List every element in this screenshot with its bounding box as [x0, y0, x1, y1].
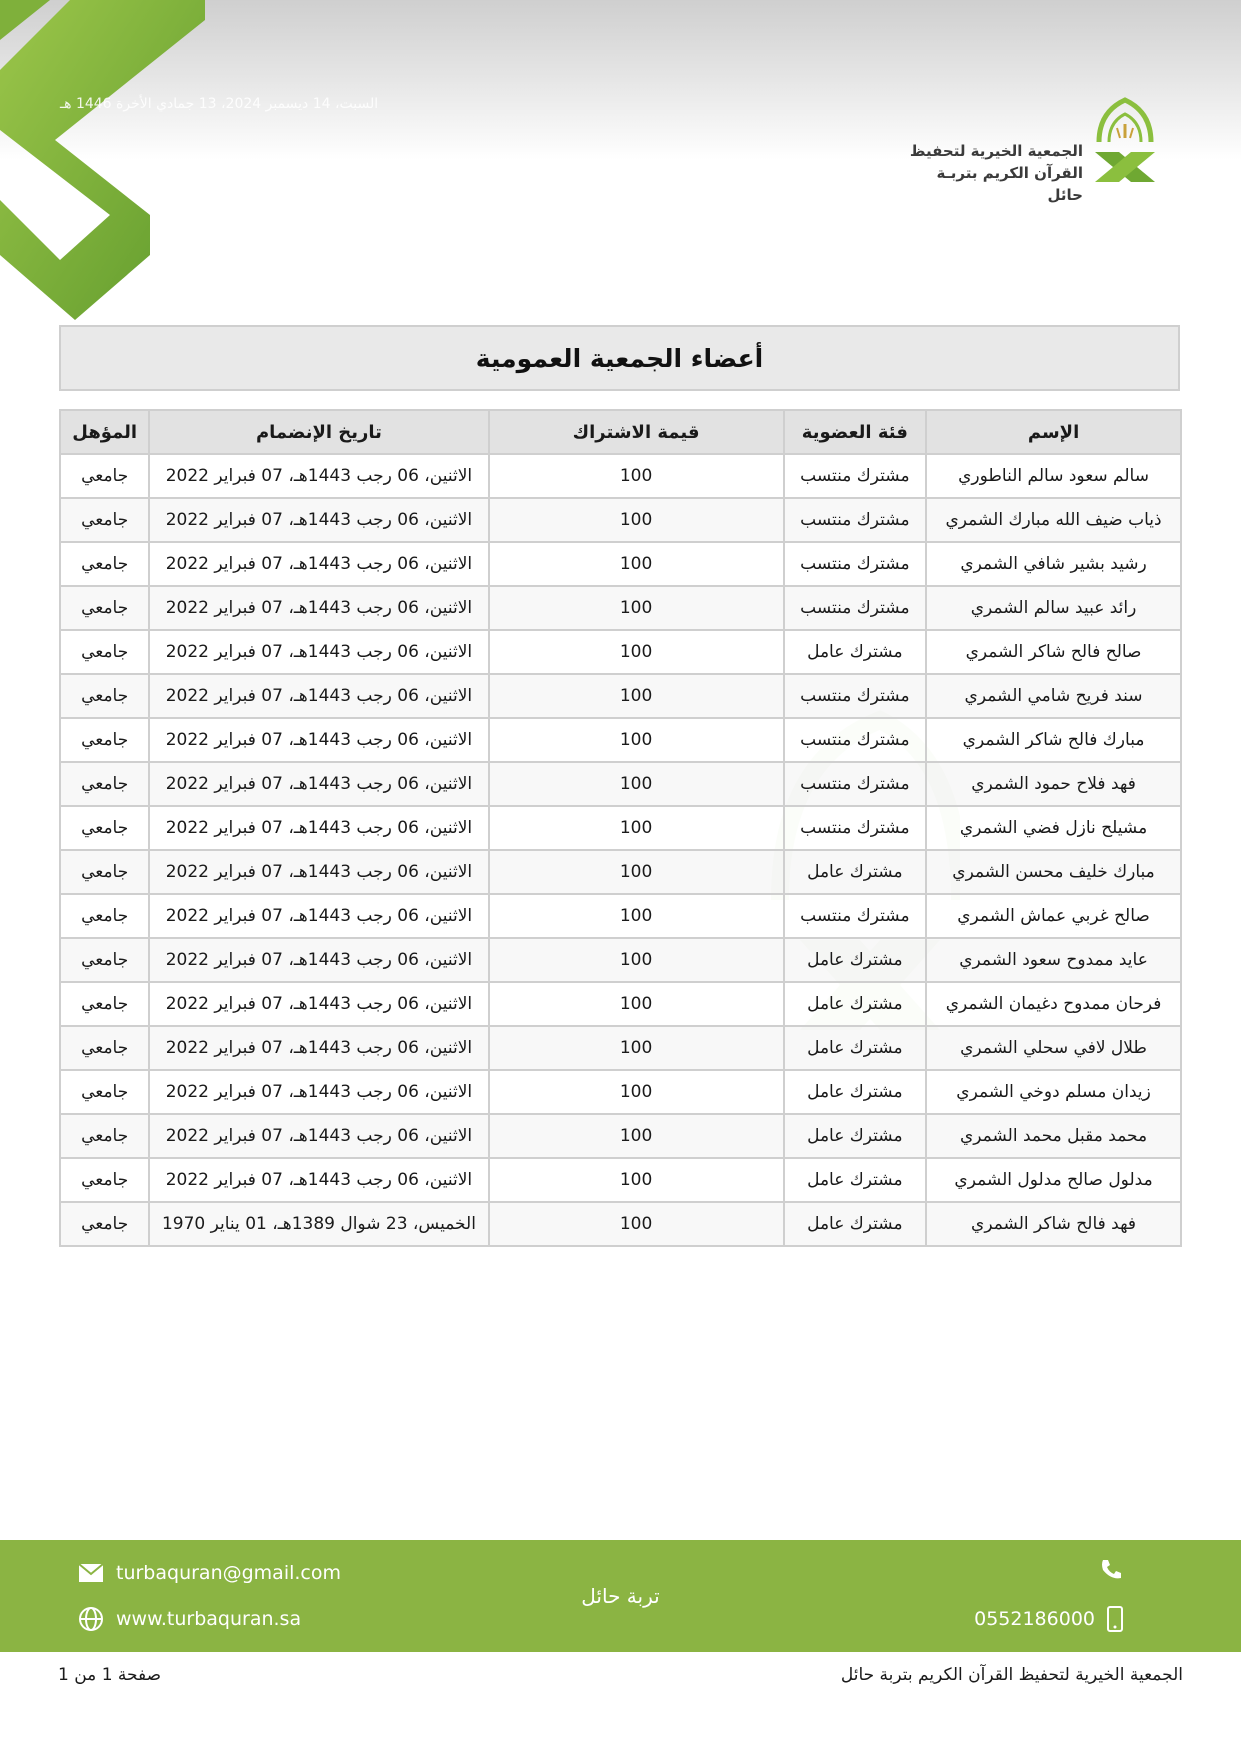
members-table — [59, 409, 1182, 1247]
cell-fee: 100 — [489, 1026, 784, 1070]
cell-category: مشترك عامل — [784, 850, 927, 894]
cell-name: مبارك فالح شاكر الشمري — [926, 718, 1181, 762]
website-text[interactable]: www.turbaquran.sa — [116, 1608, 302, 1630]
cell-name: فهد فالح شاكر الشمري — [926, 1202, 1181, 1246]
cell-category: مشترك منتسب — [784, 498, 927, 542]
cell-join-date: الاثنين، 06 رجب 1443هـ، 07 فبراير 2022 — [149, 806, 488, 850]
cell-join-date: الاثنين، 06 رجب 1443هـ، 07 فبراير 2022 — [149, 454, 488, 498]
cell-qualification: جامعي — [60, 674, 149, 718]
cell-name: فهد فلاح حمود الشمري — [926, 762, 1181, 806]
footer-website[interactable] — [78, 1606, 301, 1632]
cell-name: رائد عبيد سالم الشمري — [926, 586, 1181, 630]
table-row — [60, 1026, 1181, 1070]
cell-name: زيدان مسلم دوخي الشمري — [926, 1070, 1181, 1114]
globe-icon — [78, 1606, 104, 1632]
cell-join-date: الخميس، 23 شوال 1389هـ، 01 يناير 1970 — [149, 1202, 488, 1246]
page-number: صفحة 1 من 1 — [58, 1665, 162, 1685]
header-name: الإسم — [926, 410, 1181, 454]
cell-join-date: الاثنين، 06 رجب 1443هـ، 07 فبراير 2022 — [149, 1158, 488, 1202]
header-fee: قيمة الاشتراك — [489, 410, 784, 454]
cell-qualification: جامعي — [60, 1114, 149, 1158]
table-row — [60, 674, 1181, 718]
cell-fee: 100 — [489, 894, 784, 938]
cell-category: مشترك منتسب — [784, 586, 927, 630]
cell-fee: 100 — [489, 938, 784, 982]
cell-join-date: الاثنين، 06 رجب 1443هـ، 07 فبراير 2022 — [149, 762, 488, 806]
cell-join-date: الاثنين، 06 رجب 1443هـ، 07 فبراير 2022 — [149, 1026, 488, 1070]
table-row — [60, 630, 1181, 674]
cell-category: مشترك عامل — [784, 982, 927, 1026]
cell-name: مدلول صالح مدلول الشمري — [926, 1158, 1181, 1202]
cell-join-date: الاثنين، 06 رجب 1443هـ، 07 فبراير 2022 — [149, 674, 488, 718]
cell-qualification: جامعي — [60, 762, 149, 806]
phone-text[interactable]: 0552186000 — [974, 1608, 1095, 1630]
date-line: السبت، 14 ديسمبر 2024، 13 جمادي الأخرة 1446 هـ — [60, 96, 379, 112]
table-row — [60, 1202, 1181, 1246]
table-row — [60, 894, 1181, 938]
cell-qualification: جامعي — [60, 542, 149, 586]
table-row — [60, 938, 1181, 982]
table-row — [60, 1158, 1181, 1202]
cell-category: مشترك عامل — [784, 1026, 927, 1070]
cell-category: مشترك عامل — [784, 630, 927, 674]
cell-category: مشترك منتسب — [784, 542, 927, 586]
cell-fee: 100 — [489, 1158, 784, 1202]
footer-city: تربة حائل — [581, 1584, 660, 1608]
cell-fee: 100 — [489, 982, 784, 1026]
table-row — [60, 762, 1181, 806]
brand-text — [901, 140, 1083, 206]
table-row — [60, 586, 1181, 630]
cell-category: مشترك منتسب — [784, 454, 927, 498]
cell-qualification: جامعي — [60, 1202, 149, 1246]
cell-fee: 100 — [489, 454, 784, 498]
cell-category: مشترك عامل — [784, 1158, 927, 1202]
cell-fee: 100 — [489, 674, 784, 718]
table-row — [60, 850, 1181, 894]
cell-qualification: جامعي — [60, 894, 149, 938]
cell-name: سالم سعود سالم الناطوري — [926, 454, 1181, 498]
quran-logo-icon — [1089, 92, 1161, 187]
footer-phone[interactable] — [974, 1606, 1123, 1632]
cell-category: مشترك عامل — [784, 1114, 927, 1158]
cell-name: رشيد بشير شافي الشمري — [926, 542, 1181, 586]
header-category: فئة العضوية — [784, 410, 927, 454]
cell-name: مشيلح نازل فضي الشمري — [926, 806, 1181, 850]
cell-qualification: جامعي — [60, 454, 149, 498]
cell-join-date: الاثنين، 06 رجب 1443هـ، 07 فبراير 2022 — [149, 938, 488, 982]
cell-qualification: جامعي — [60, 938, 149, 982]
cell-name: محمد مقبل محمد الشمري — [926, 1114, 1181, 1158]
cell-qualification: جامعي — [60, 1070, 149, 1114]
table-row — [60, 718, 1181, 762]
table-row — [60, 1070, 1181, 1114]
cell-qualification: جامعي — [60, 982, 149, 1026]
header-join-date: تاريخ الإنضمام — [149, 410, 488, 454]
cell-fee: 100 — [489, 1070, 784, 1114]
cell-fee: 100 — [489, 630, 784, 674]
email-text[interactable]: turbaquran@gmail.com — [116, 1562, 341, 1584]
cell-category: مشترك منتسب — [784, 806, 927, 850]
cell-join-date: الاثنين، 06 رجب 1443هـ، 07 فبراير 2022 — [149, 630, 488, 674]
table-row — [60, 1114, 1181, 1158]
cell-join-date: الاثنين، 06 رجب 1443هـ، 07 فبراير 2022 — [149, 982, 488, 1026]
cell-qualification: جامعي — [60, 850, 149, 894]
cell-join-date: الاثنين، 06 رجب 1443هـ، 07 فبراير 2022 — [149, 718, 488, 762]
cell-name: عايد ممدوح سعود الشمري — [926, 938, 1181, 982]
footer-email[interactable] — [78, 1562, 341, 1584]
cell-qualification: جامعي — [60, 718, 149, 762]
cell-qualification: جامعي — [60, 1026, 149, 1070]
cell-fee: 100 — [489, 806, 784, 850]
envelope-icon — [78, 1563, 104, 1583]
table-row — [60, 542, 1181, 586]
cell-join-date: الاثنين، 06 رجب 1443هـ، 07 فبراير 2022 — [149, 1070, 488, 1114]
table-row — [60, 806, 1181, 850]
cell-fee: 100 — [489, 586, 784, 630]
cell-category: مشترك عامل — [784, 1070, 927, 1114]
cell-category: مشترك عامل — [784, 1202, 927, 1246]
cell-fee: 100 — [489, 850, 784, 894]
cell-name: سند فريح شامي الشمري — [926, 674, 1181, 718]
header-qualification: المؤهل — [60, 410, 149, 454]
cell-join-date: الاثنين، 06 رجب 1443هـ، 07 فبراير 2022 — [149, 850, 488, 894]
cell-name: ذياب ضيف الله مبارك الشمري — [926, 498, 1181, 542]
cell-name: صالح فالح شاكر الشمري — [926, 630, 1181, 674]
org-name-footer: الجمعية الخيرية لتحفيظ القرآن الكريم بتربة حائل — [840, 1665, 1183, 1685]
brand-line-1: الجمعية الخيرية لتحفيظ — [909, 142, 1083, 160]
cell-name: فرحان ممدوح دغيمان الشمري — [926, 982, 1181, 1026]
cell-category: مشترك منتسب — [784, 894, 927, 938]
cell-qualification: جامعي — [60, 498, 149, 542]
cell-fee: 100 — [489, 718, 784, 762]
cell-fee: 100 — [489, 542, 784, 586]
cell-name: مبارك خليف محسن الشمري — [926, 850, 1181, 894]
cell-category: مشترك منتسب — [784, 674, 927, 718]
cell-qualification: جامعي — [60, 1158, 149, 1202]
cell-qualification: جامعي — [60, 630, 149, 674]
page-title: أعضاء الجمعية العمومية — [475, 343, 764, 373]
title-box — [59, 325, 1180, 391]
header-decoration — [0, 0, 220, 330]
cell-join-date: الاثنين، 06 رجب 1443هـ، 07 فبراير 2022 — [149, 894, 488, 938]
cell-qualification: جامعي — [60, 586, 149, 630]
cell-join-date: الاثنين، 06 رجب 1443هـ، 07 فبراير 2022 — [149, 586, 488, 630]
cell-fee: 100 — [489, 498, 784, 542]
cell-fee: 100 — [489, 1202, 784, 1246]
footer-band — [0, 1540, 1241, 1652]
phone-icon — [1099, 1558, 1123, 1582]
brand-line-2: القرآن الكريم بتربـة حائل — [936, 164, 1083, 204]
cell-name: صالح غربي عماش الشمري — [926, 894, 1181, 938]
cell-qualification: جامعي — [60, 806, 149, 850]
cell-join-date: الاثنين، 06 رجب 1443هـ، 07 فبراير 2022 — [149, 542, 488, 586]
table-row — [60, 498, 1181, 542]
cell-category: مشترك عامل — [784, 938, 927, 982]
cell-join-date: الاثنين، 06 رجب 1443هـ، 07 فبراير 2022 — [149, 498, 488, 542]
table-row — [60, 454, 1181, 498]
table-header-row — [60, 410, 1181, 454]
cell-name: طلال لافي سحلي الشمري — [926, 1026, 1181, 1070]
cell-category: مشترك منتسب — [784, 718, 927, 762]
cell-join-date: الاثنين، 06 رجب 1443هـ، 07 فبراير 2022 — [149, 1114, 488, 1158]
brand-block — [901, 92, 1161, 204]
mobile-icon — [1107, 1606, 1123, 1632]
cell-fee: 100 — [489, 762, 784, 806]
cell-category: مشترك منتسب — [784, 762, 927, 806]
cell-fee: 100 — [489, 1114, 784, 1158]
table-row — [60, 982, 1181, 1026]
